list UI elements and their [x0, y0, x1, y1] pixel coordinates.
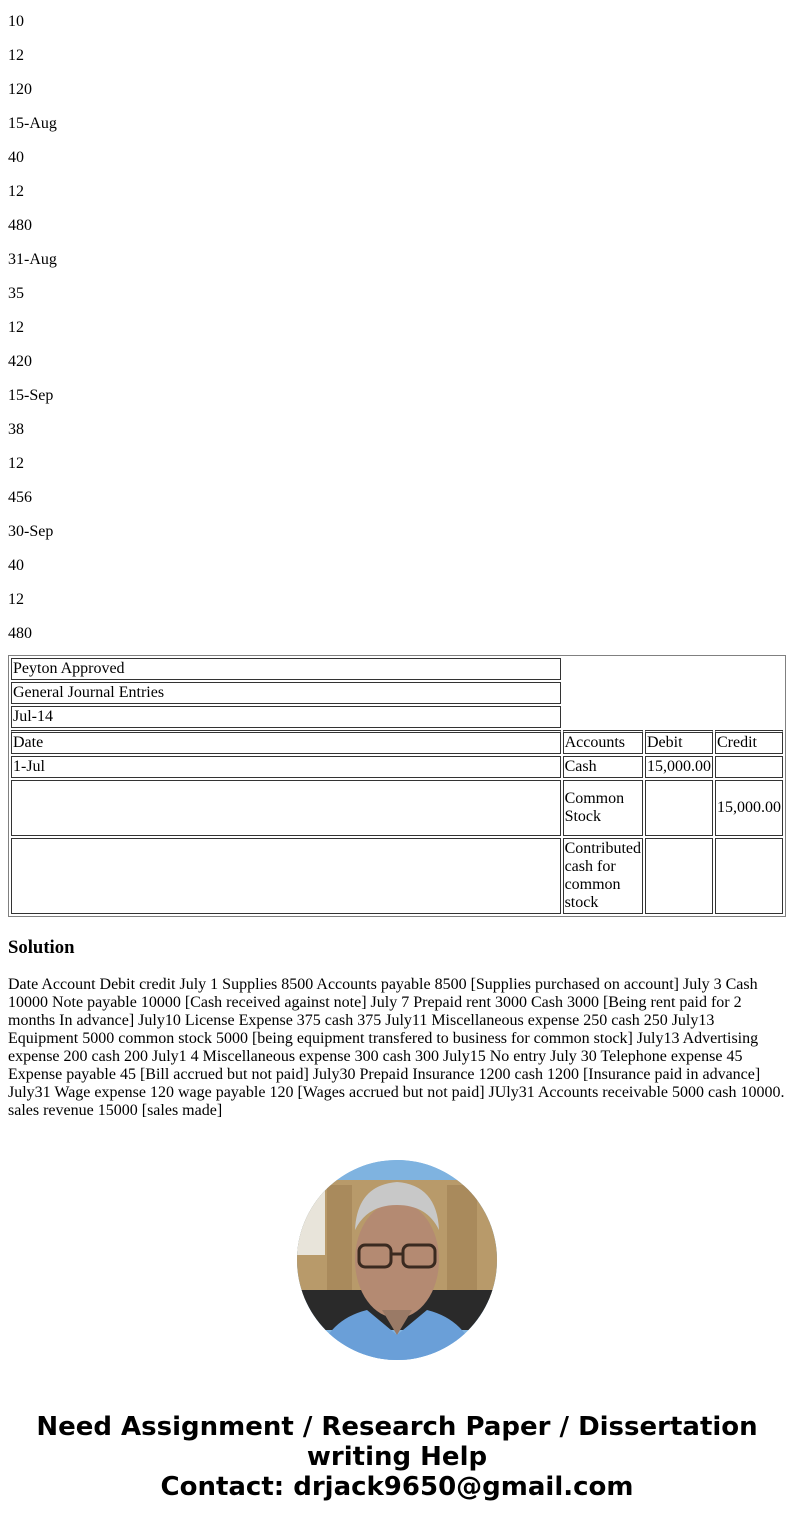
empty-cell	[563, 658, 783, 680]
company-row	[11, 658, 783, 680]
row-date	[11, 780, 561, 836]
header-accounts: Accounts	[563, 730, 643, 754]
value-item: 12	[8, 319, 24, 336]
value-item: 15-Sep	[8, 387, 54, 404]
row-debit: 15,000.00	[645, 756, 713, 778]
row-date: 1-Jul	[11, 756, 561, 778]
company-name: Peyton Approved	[11, 658, 561, 680]
row-credit	[715, 838, 783, 914]
value-item: 31-Aug	[8, 251, 57, 268]
value-item: 420	[8, 353, 32, 370]
journal-table	[8, 655, 786, 917]
solution-heading: Solution	[8, 937, 75, 958]
value-item: 456	[8, 489, 32, 506]
row-credit	[715, 756, 783, 778]
empty-cell	[563, 706, 783, 728]
journal-title: General Journal Entries	[11, 682, 561, 704]
value-item: 30-Sep	[8, 523, 54, 540]
avatar	[297, 1160, 497, 1360]
value-item: 40	[8, 149, 24, 166]
cta-contact-email: Contact: drjack9650@gmail.com	[160, 1472, 634, 1502]
table-row	[11, 838, 783, 914]
row-debit	[645, 780, 713, 836]
value-item: 12	[8, 455, 24, 472]
value-item: 38	[8, 421, 24, 438]
contact-banner	[8, 1412, 786, 1522]
value-item: 12	[8, 47, 24, 64]
value-item: 10	[8, 13, 24, 30]
empty-cell	[563, 682, 783, 704]
header-debit: Debit	[645, 730, 713, 754]
solution-text: Date Account Debit credit July 1 Supplies 8500 Accounts payable 8500 [Supplies purchased on account] July 3 Cash 10000 Note payable 10000 [Cash received against note] July 7 Prepaid rent 3000 Cash 3000 [Being rent paid for 2 months In advance] July10 License Expense 375 cash 375 July11 Miscellaneous expense 250 cash 250 July13 Equipment 5000 common stock 5000 [being equipment transfered to business for common stock] July13 Advertising expense 200 cash 200 July1 4 Miscellaneous expense 300 cash 300 July15 No entry July 30 Telephone expense 45 Expense payable 45 [Bill accrued but not paid] July30 Prepaid Insurance 1200 cash 1200 [Insurance paid in advance] July31 Wage expense 120 wage payable 120 [Wages accrued but not paid] JUly31 Accounts receivable 5000 cash 10000. sales revenue 15000 [sales made]	[8, 976, 785, 1119]
table-row	[11, 780, 783, 836]
row-account: Common Stock	[563, 780, 643, 836]
row-credit: 15,000.00	[715, 780, 783, 836]
values-list	[8, 0, 786, 646]
value-item: 480	[8, 217, 32, 234]
value-item: 35	[8, 285, 24, 302]
cta-line-1: Need Assignment / Research Paper / Dissertation	[36, 1412, 758, 1442]
row-account: Contributed cash for common stock	[563, 838, 643, 914]
value-item: 40	[8, 557, 24, 574]
value-item: 120	[8, 81, 32, 98]
row-date	[11, 838, 561, 914]
cta-line-2: writing Help	[306, 1442, 488, 1472]
journal-period: Jul-14	[11, 706, 561, 728]
row-account: Cash	[563, 756, 643, 778]
period-row	[11, 706, 783, 728]
value-item: 12	[8, 183, 24, 200]
row-debit	[645, 838, 713, 914]
person-photo-icon	[297, 1160, 497, 1360]
value-item: 480	[8, 625, 32, 642]
header-date: Date	[11, 730, 561, 754]
title-row	[11, 682, 783, 704]
avatar-container	[8, 1160, 786, 1360]
value-item: 15-Aug	[8, 115, 57, 132]
value-item: 12	[8, 591, 24, 608]
table-row	[11, 756, 783, 778]
header-row	[11, 730, 783, 754]
header-credit: Credit	[715, 730, 783, 754]
